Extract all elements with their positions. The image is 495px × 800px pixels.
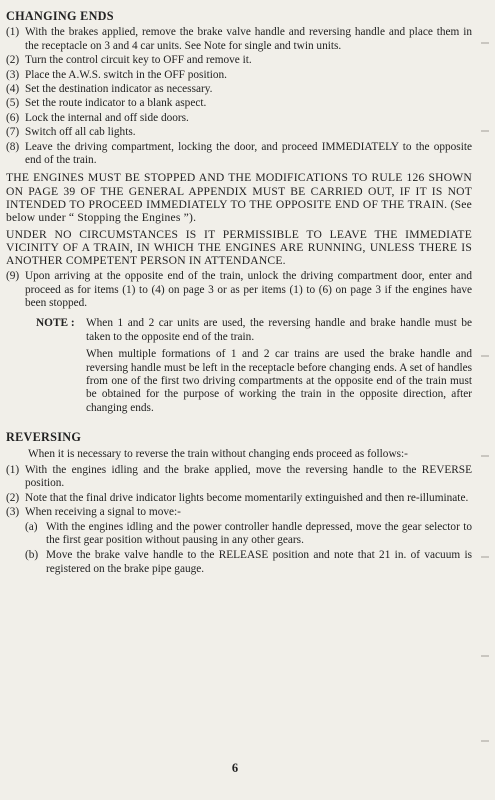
list-item xyxy=(6,492,472,505)
note-paragraph: When multiple formations of 1 and 2 car trains are used the brake handle and reversing handle must be left in the receptacle before changing ends. A set of handles from one of the first two driving compartments at the opposite end of the train must be obtained for the purpose of working the train in the opposite direction, after changing ends. xyxy=(86,348,472,414)
margin-mark xyxy=(481,42,489,44)
item-number: (1) xyxy=(6,464,20,476)
sub-item-letter: (b) xyxy=(25,549,39,562)
note-block xyxy=(36,317,472,419)
list-item xyxy=(6,141,472,168)
item-text: With the engines idling and the brake applied, move the reversing handle to the REVERSE position. xyxy=(25,464,472,490)
note-label: NOTE : xyxy=(36,317,75,330)
margin-mark xyxy=(481,655,489,657)
list-item xyxy=(6,270,472,310)
item-number: (4) xyxy=(6,83,20,96)
sub-item-text: With the engines idling and the power controller handle depressed, move the gear selector to the first gear position without pausing in any other gears. xyxy=(46,520,472,547)
item-text: Place the A.W.S. switch in the OFF position. xyxy=(25,68,227,81)
warning-leave-vicinity: UNDER NO CIRCUMSTANCES IS IT PERMISSIBLE TO LEAVE THE IMMEDIATE VICINITY OF A TRAIN, IN WHICH THE ENGINES ARE RUNNING, UNLESS THERE IS ANOTHER COMPETENT PERSON IN ATTENDANCE. xyxy=(6,227,472,268)
list-item xyxy=(6,83,472,96)
item-number: (3) xyxy=(6,506,20,519)
list-item xyxy=(6,464,472,491)
note-paragraph: When 1 and 2 car units are used, the reversing handle and brake handle must be taken to the opposite end of the train. xyxy=(86,317,472,343)
document-page xyxy=(6,10,472,578)
item-text: Turn the control circuit key to OFF and remove it. xyxy=(25,54,252,67)
item-number: (9) xyxy=(6,270,20,283)
list-item xyxy=(6,54,472,67)
item-text: When receiving a signal to move:- xyxy=(25,506,181,519)
item-number: (2) xyxy=(6,54,20,67)
item-text: Set the route indicator to a blank aspect. xyxy=(25,97,207,110)
changing-ends-heading: CHANGING ENDS xyxy=(6,9,114,23)
sub-item-text: Move the brake valve handle to the RELEASE position and note that 21 in. of vacuum is registered on the brake pipe gauge. xyxy=(46,549,472,575)
item-number: (1) xyxy=(6,26,20,39)
item-number: (3) xyxy=(6,68,20,81)
item-text: Upon arriving at the opposite end of the train, unlock the driving compartment door, enter and proceed as for items (1) to (4) on page 3 or as per items (1) to (6) on page 3 if the engines have been stopped. xyxy=(25,270,472,309)
list-item xyxy=(6,26,472,53)
sub-item xyxy=(25,549,472,576)
item-text: Note that the final drive indicator lights become momentarily extinguished and then re-illuminate. xyxy=(25,491,469,504)
sub-item xyxy=(25,521,472,548)
list-item xyxy=(6,112,472,125)
warning-engines-stopped: THE ENGINES MUST BE STOPPED AND THE MODIFICATIONS TO RULE 126 SHOWN ON PAGE 39 OF THE GENERAL APPENDIX MUST BE CARRIED OUT, IF IT IS NOT INTENDED TO PROCEED IMMEDIATELY TO THE OPPOSITE END OF THE TRAIN. (See below under “ Stopping the Engines ”). xyxy=(6,171,472,224)
item-number: (2) xyxy=(6,491,20,504)
list-item xyxy=(6,97,472,110)
margin-mark xyxy=(481,130,489,132)
margin-mark xyxy=(481,355,489,357)
list-item xyxy=(6,69,472,82)
margin-mark xyxy=(481,455,489,457)
item-text: Leave the driving compartment, locking the door, and proceed IMMEDIATELY to the opposite end of the train. xyxy=(25,140,472,167)
item-number: (8) xyxy=(6,140,20,153)
list-item xyxy=(6,506,472,519)
item-number: (7) xyxy=(6,126,20,139)
item-text: Lock the internal and off side doors. xyxy=(25,111,189,124)
reversing-heading: REVERSING xyxy=(6,430,82,445)
page-number: 6 xyxy=(231,761,239,775)
item-number: (5) xyxy=(6,97,20,110)
item-text: Switch off all cab lights. xyxy=(25,126,136,139)
note-body xyxy=(86,317,472,419)
margin-mark xyxy=(481,556,489,558)
item-number: (6) xyxy=(6,111,20,124)
item-text: Set the destination indicator as necessary. xyxy=(25,83,213,96)
sub-item-letter: (a) xyxy=(25,520,38,533)
margin-mark xyxy=(481,740,489,742)
item-text: With the brakes applied, remove the brake valve handle and reversing handle and place them in the receptacle on 3 and 4 car units. See Note for single and twin units. xyxy=(25,26,472,52)
reversing-intro: When it is necessary to reverse the train without changing ends proceed as follows:- xyxy=(28,447,408,460)
list-item xyxy=(6,126,472,139)
